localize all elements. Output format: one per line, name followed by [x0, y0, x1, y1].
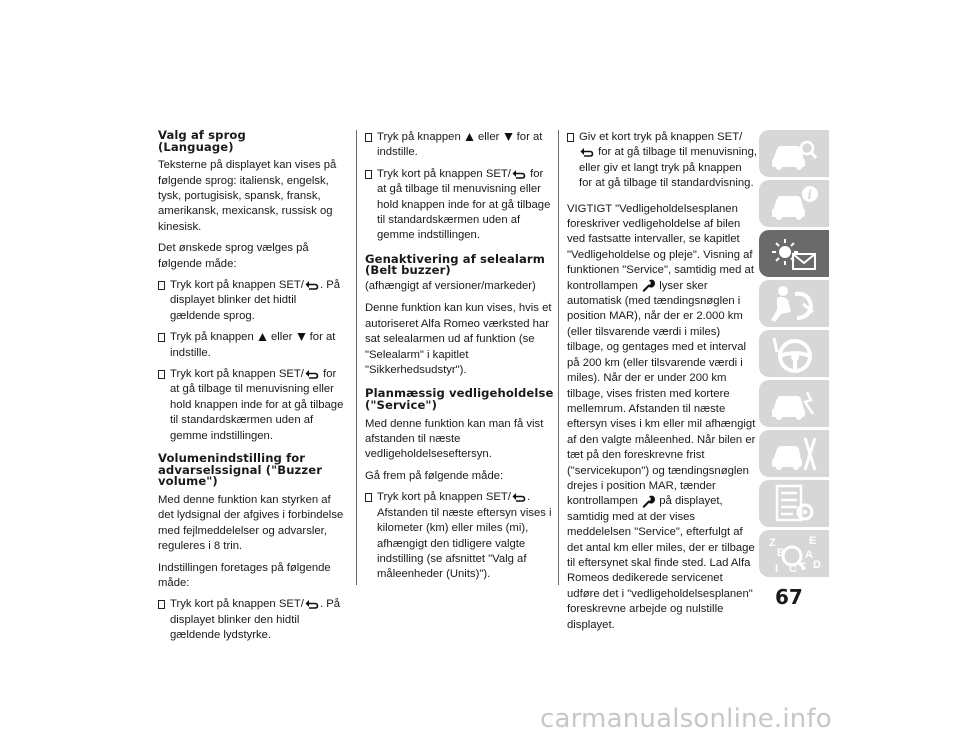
wrench-icon — [642, 279, 655, 292]
tab-warning-lights-messages[interactable] — [759, 230, 829, 277]
index-letter: E — [809, 535, 817, 547]
paragraph: Det ønskede sprog vælges på følgende måde: — [158, 242, 309, 270]
index-letter: C — [789, 563, 797, 575]
checkbox-bullet-icon — [158, 281, 165, 290]
bullet-item: Tryk på knappen eller for at indstille. — [365, 130, 555, 161]
index-letter: T — [799, 561, 806, 573]
arrow-down-icon — [504, 132, 513, 142]
tab-car-info[interactable] — [759, 180, 829, 227]
index-letter: D — [813, 559, 821, 571]
index-letter: I — [775, 563, 779, 575]
tab-driving[interactable] — [759, 330, 829, 377]
column-divider — [558, 130, 559, 585]
checkbox-bullet-icon — [365, 493, 372, 502]
steering-wheel-icon — [769, 334, 819, 374]
return-button-icon — [305, 280, 319, 290]
return-button-icon — [305, 369, 319, 379]
arrow-up-icon — [465, 132, 474, 142]
tab-maintenance[interactable] — [759, 430, 829, 477]
column-3 — [567, 130, 757, 639]
column-1 — [158, 130, 348, 650]
bullet-item: Tryk kort på knappen SET/ for at gå tilbage til menuvisning eller hold knappen inde for at gå tilbage til standardskærmen uden af gemme indstillingen. — [158, 367, 348, 444]
return-button-icon — [580, 147, 594, 157]
heading-buzzer-volume: Volumenindstilling for advarselssignal ("Buzzer volume") — [158, 451, 323, 489]
subheading-versions: (afhængigt af versioner/markeder) — [365, 280, 536, 293]
paragraph: Med denne funktion kan styrken af det lydsignal der afgives i forbindelse med fejlmeddelelser og advarsler, reguleres i 8 trin. — [158, 493, 344, 553]
arrow-up-icon — [258, 332, 267, 342]
return-button-icon — [512, 492, 526, 502]
watermark: carmanualsonline.info — [540, 704, 832, 734]
checkbox-bullet-icon — [158, 370, 165, 379]
checkbox-bullet-icon — [158, 333, 165, 342]
bullet-item: Tryk på knappen eller for at indstille. — [158, 330, 348, 361]
return-button-icon — [305, 599, 319, 609]
heading-service: Planmæssig vedligeholdelse ("Service") — [365, 386, 554, 413]
return-button-icon — [512, 169, 526, 179]
bullet-item: Tryk kort på knappen SET/ . På displayet blinker det hidtil gældende sprog. — [158, 278, 348, 324]
tab-safety[interactable] — [759, 280, 829, 327]
paragraph-important: VIGTIGT "Vedligeholdelsesplanen foreskriver vedligeholdelse af bilen ved fastsatte intervaller, se kapitlet "Vedligeholdelse og pleje". Visning af funktionen "Service", samtidig med at kontrollampen lyser sker automatisk (med tændingsnøglen i position MAR), når der er 2.000 km (eller tilsvarende værdi i miles) tilbage, og gentages med et interval på 200 km (eller tilsvarende værdi i miles). Når der er under 200 km tilbage, vises fristen med kortere mellemrum. Afstanden til næste eftersyn vises i km eller mil afhængigt af den valgte måleenhed. Når bilen er tæt på den foreskrevne frist ("servicekupon") og tændingsnøglen drejes i position MAR, tænder kontrollampen på displayet, samtidig med at der vises meddelelsen "Service", efterfulgt af det antal km eller miles, der er tilbage til eftersynet skal finde sted. Lad Alfa Romeos dedikerede servicenet udføre det i "vedligeholdelsesplanen" foreskrevne arbejde og nulstille displayet. — [567, 202, 756, 631]
car-crash-icon — [769, 384, 819, 424]
wrench-icon — [642, 495, 655, 508]
tab-emergencies[interactable] — [759, 380, 829, 427]
airbag-person-icon — [769, 284, 819, 324]
car-search-icon — [769, 134, 819, 174]
bullet-item: Giv et kort tryk på knappen SET/ for at gå tilbage til menuvisning, eller giv et langt tryk på knappen for at gå tilbage til standardvisning. — [567, 130, 757, 192]
paragraph: Gå frem på følgende måde: — [365, 469, 504, 482]
paragraph: Med denne funktion kan man få vist afstanden til næste vedligeholdelseseftersyn. — [365, 417, 544, 461]
checkbox-bullet-icon — [365, 133, 372, 142]
checkbox-bullet-icon — [365, 170, 372, 179]
page-number: 67 — [775, 585, 803, 609]
column-divider — [356, 130, 357, 585]
bullet-item: Tryk kort på knappen SET/ . På displayet blinker den hidtil gældende lydstyrke. — [158, 597, 348, 643]
bullet-item: Tryk kort på knappen SET/ . Afstanden til næste eftersyn vises i kilometer (km) eller miles (mi), afhængigt den tidligere valgte indstilling (se afsnittet "Valg af måleenheder (Units)"). — [365, 490, 555, 582]
checkbox-bullet-icon — [158, 600, 165, 609]
arrow-down-icon — [297, 332, 306, 342]
column-2 — [365, 130, 555, 589]
tab-car-search[interactable] — [759, 130, 829, 177]
index-letter: B — [777, 547, 785, 559]
paragraph: Denne funktion kan kun vises, hvis et autoriseret Alfa Romeo værksted har sat selealarmen ud af funktion (se "Selealarm" i kapitlet "Sikkerhedsudstyr"). — [365, 302, 552, 377]
bullet-item: Tryk kort på knappen SET/ for at gå tilbage til menuvisning eller hold knappen inde for at gå tilbage til standardskærmen uden af gemme indstillingen. — [365, 167, 555, 244]
paragraph: Indstillingen foretages på følgende måde: — [158, 561, 331, 589]
heading-belt-buzzer: Genaktivering af selealarm (Belt buzzer) — [365, 251, 545, 278]
svg-text:i: i — [807, 188, 813, 202]
index-letter: Z — [769, 537, 776, 549]
checkbox-bullet-icon — [567, 133, 574, 142]
car-tools-icon — [769, 434, 819, 474]
heading-language: Valg af sprog (Language) — [158, 128, 246, 154]
index-letter: A — [805, 549, 813, 561]
warning-light-message-icon — [769, 234, 819, 274]
specs-checklist-icon — [769, 484, 819, 524]
paragraph: Teksterne på displayet kan vises på følgende sprog: italiensk, engelsk, tysk, portugisisk, spansk, fransk, amerikansk, mexicansk, russisk og kinesisk. — [158, 159, 337, 233]
tab-technical-data[interactable] — [759, 480, 829, 527]
car-info-icon — [769, 184, 819, 224]
